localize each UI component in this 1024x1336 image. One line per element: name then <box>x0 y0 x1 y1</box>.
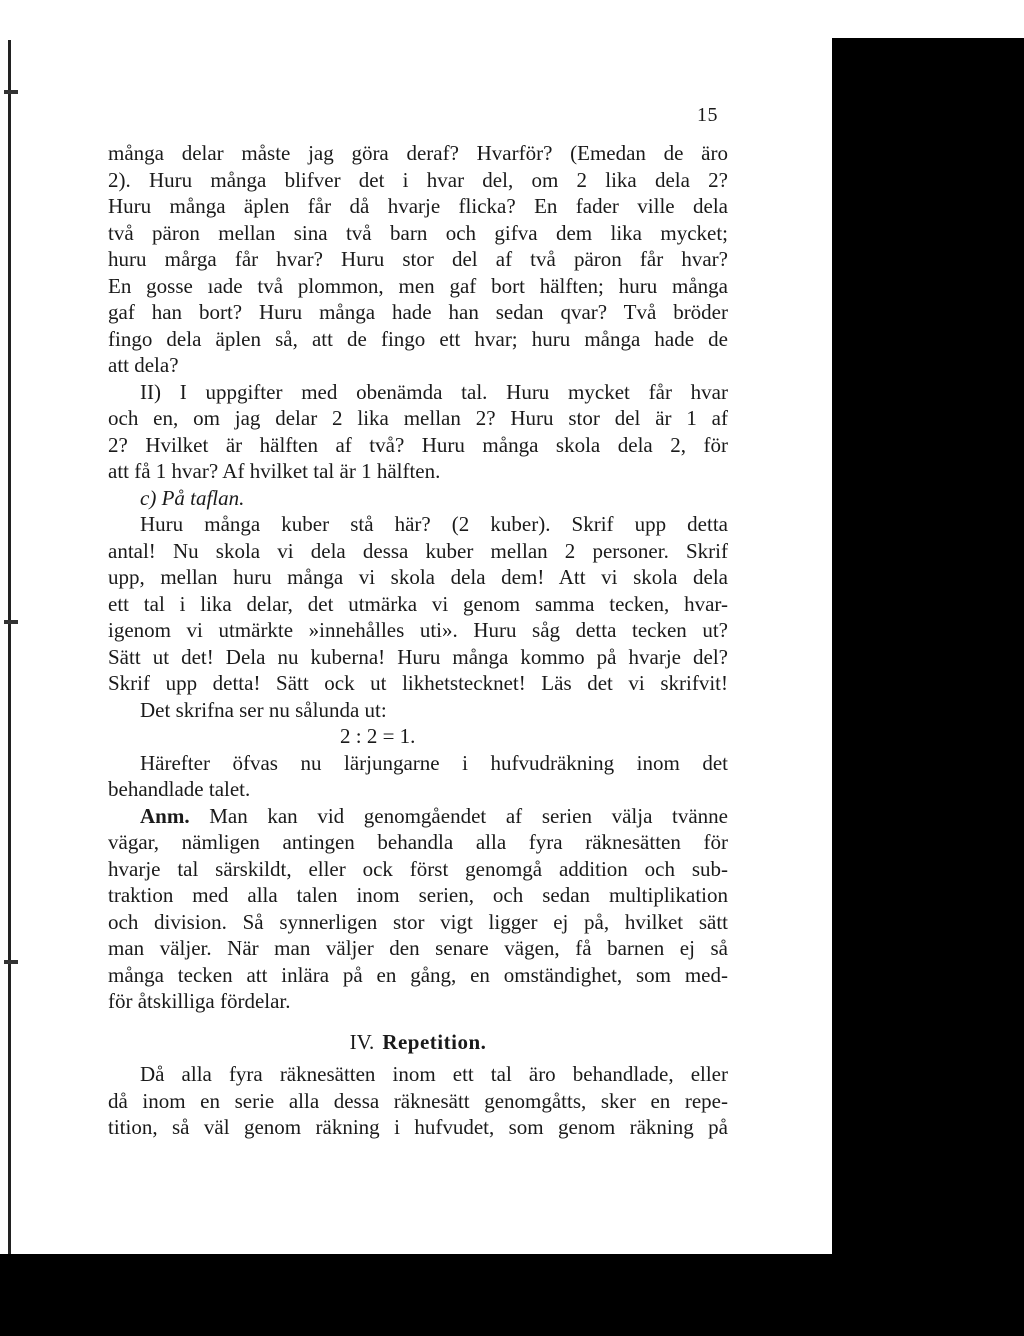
text-line: många delar måste jag göra deraf? Hvarför? (Emedan de äro <box>108 141 728 165</box>
scan-edge-speck <box>4 620 18 624</box>
paragraph-2 <box>108 379 728 485</box>
paragraph-3 <box>108 511 728 723</box>
anm-label: Anm. <box>140 803 190 828</box>
text-line: och en, om jag delar 2 lika mellan 2? Huru stor del är 1 af <box>108 406 728 430</box>
text-line: man väljer. När man väljer den senare vägen, få barnen ej så <box>108 936 728 960</box>
text-line: Sätt ut det! Dela nu kuberna! Huru många kommo på hvarje del? <box>108 644 728 669</box>
paragraph-1 <box>108 140 728 379</box>
text-line: att få 1 hvar? Af hvilket tal är 1 hälften. <box>108 459 441 483</box>
paragraph-anm <box>108 803 728 1015</box>
anm-text: Man kan vid genomgåendet af serien välja tvänne <box>209 803 729 828</box>
text-line: att dela? <box>108 353 179 377</box>
text-line: två päron mellan sina två barn och gifva dem lika mycket; <box>108 220 728 245</box>
text-line: fingo dela äplen så, att de fingo ett hvar; huru många hade de <box>108 326 728 351</box>
scan-edge-speck <box>4 960 18 964</box>
page-number: 15 <box>697 104 718 126</box>
text-line: 2? Hvilket är hälften af två? Huru många skola dela 2, för <box>108 432 728 457</box>
text-line: många tecken att inlära på en gång, en omständighet, som med- <box>108 962 728 987</box>
text-line: behandlade talet. <box>108 777 251 801</box>
text-line: upp, mellan huru många vi skola dela dem! Att vi skola dela <box>108 565 728 589</box>
text-line: ett tal i lika delar, det utmärka vi genom samma tecken, hvar- <box>108 591 728 616</box>
text-line: vägar, nämligen antingen behandla alla fyra räknesätten för <box>108 830 728 854</box>
scan-border-right <box>832 38 1024 1336</box>
text-line: hvarje tal särskildt, eller ock först genomgå addition och sub- <box>108 856 728 881</box>
text-line: igenom vi utmärkte »innehålles uti». Huru såg detta tecken ut? <box>108 618 728 642</box>
text-line: Skrif upp detta! Sätt ock ut likhetstecknet! Läs det vi skrifvit! <box>108 671 728 695</box>
text-line: antal! Nu skola vi dela dessa kuber mellan 2 personer. Skrif <box>108 538 728 563</box>
text-line: gaf han bort? Huru många hade han sedan qvar? Två bröder <box>108 300 728 324</box>
body-text <box>108 140 728 1141</box>
text-line: Huru många kuber stå här? (2 kuber). Skrif upp detta <box>140 512 728 536</box>
text-line <box>108 803 728 830</box>
paragraph-6 <box>108 1061 728 1141</box>
paragraph-4 <box>108 750 728 803</box>
scan-edge-left <box>8 40 11 1280</box>
scan-border-bottom <box>0 1254 1024 1336</box>
text-line: Huru många äplen får då hvarje flicka? En fader ville dela <box>108 194 728 218</box>
text-line: och division. Så synnerligen stor vigt ligger ej på, hvilket sätt <box>108 909 728 934</box>
text-line: II) I uppgifter med obenämda tal. Huru mycket får hvar <box>140 379 728 404</box>
text-line: då inom en serie alla dessa räknesätt genomgåtts, sker en repe- <box>108 1088 728 1113</box>
equation: 2 : 2 = 1. <box>340 724 416 748</box>
scan-edge-speck <box>4 90 18 94</box>
section-number: IV. <box>349 1029 375 1054</box>
section-heading <box>108 1029 728 1056</box>
section-title: Repetition. <box>382 1029 487 1054</box>
subheading-pa-taflan: c) På taflan. <box>140 485 245 510</box>
text-line: Härefter öfvas nu lärjungarne i hufvudräkning inom det <box>140 750 728 775</box>
text-line: tition, så väl genom räkning i hufvudet, som genom räkning på <box>108 1115 728 1139</box>
text-line: En gosse ıade två plommon, men gaf bort hälften; huru många <box>108 273 728 298</box>
text-line: traktion med alla talen inom serien, och sedan multiplikation <box>108 883 728 907</box>
text-line: Det skrifna ser nu sålunda ut: <box>140 697 387 722</box>
text-line: 2). Huru många blifver det i hvar del, om 2 lika dela 2? <box>108 167 728 192</box>
text-line: för åtskilliga fördelar. <box>108 989 291 1013</box>
text-line: Då alla fyra räknesätten inom ett tal äro behandlade, eller <box>140 1062 728 1086</box>
text-line: huru mårga får hvar? Huru stor del af två päron får hvar? <box>108 247 728 271</box>
